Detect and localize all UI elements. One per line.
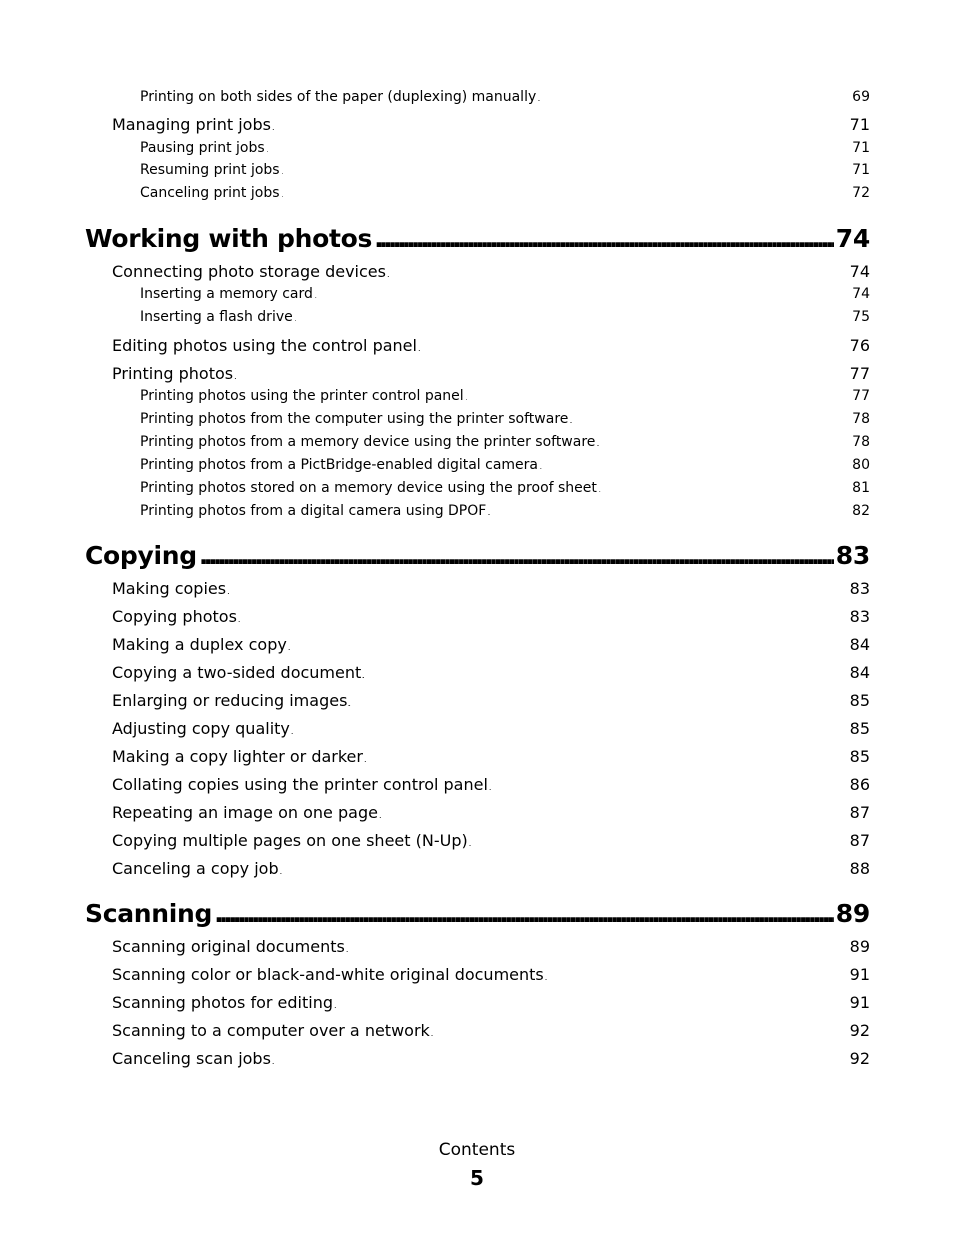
toc-entry-title: Inserting a flash drive [140, 309, 293, 325]
toc-entry-title: Printing photos from the computer using the printer software [140, 411, 569, 427]
toc-entry[interactable] [140, 503, 870, 519]
toc-entry-page-number: 77 [849, 364, 870, 383]
toc-entry-page-number: 89 [835, 899, 870, 928]
toc-chapter-entry[interactable] [85, 224, 870, 253]
toc-entry-page-number: 80 [852, 457, 870, 473]
toc-entry-title: Scanning original documents [112, 937, 345, 956]
toc-entry-page-number: 83 [849, 579, 870, 598]
toc-entry-title: Printing photos from a memory device using the printer software [140, 434, 596, 450]
toc-entry[interactable] [112, 336, 870, 355]
footer-page-number: 5 [470, 1166, 484, 1190]
dot-leader [280, 867, 849, 876]
dot-leader [469, 839, 849, 848]
toc-entry[interactable] [112, 635, 870, 654]
toc-entry-page-number: 72 [852, 185, 870, 201]
toc-entry[interactable] [112, 1021, 870, 1040]
toc-entry-page-number: 74 [835, 224, 870, 253]
toc-entry-page-number: 91 [849, 993, 870, 1012]
toc-entry[interactable] [112, 747, 870, 766]
dot-leader [489, 783, 849, 792]
toc-entry-page-number: 85 [849, 747, 870, 766]
toc-entry-title: Making a copy lighter or darker [112, 747, 363, 766]
dot-leader [374, 224, 834, 253]
toc-entry[interactable] [112, 663, 870, 682]
toc-entry-title: Printing photos from a PictBridge-enabled digital camera [140, 457, 539, 473]
dot-leader [214, 899, 834, 928]
toc-entry[interactable] [112, 607, 870, 626]
toc-entry-title: Scanning [85, 899, 213, 928]
toc-entry-page-number: 78 [852, 434, 870, 450]
toc-entry-page-number: 89 [849, 937, 870, 956]
dot-leader [466, 395, 851, 402]
toc-entry-page-number: 81 [852, 480, 870, 496]
toc-entry[interactable] [112, 115, 870, 134]
toc-entry-title: Scanning to a computer over a network [112, 1021, 430, 1040]
toc-entry-page-number: 84 [849, 663, 870, 682]
toc-entry[interactable] [112, 803, 870, 822]
toc-entry-title: Adjusting copy quality [112, 719, 290, 738]
dot-leader [315, 293, 850, 300]
toc-entry-title: Scanning photos for editing [112, 993, 333, 1012]
toc-entry[interactable] [140, 140, 870, 156]
toc-entry-title: Connecting photo storage devices [112, 262, 386, 281]
dot-leader [418, 344, 849, 353]
toc-entry-title: Printing photos [112, 364, 234, 383]
dot-leader [597, 441, 850, 448]
toc-entry-page-number: 87 [849, 803, 870, 822]
toc-entry-title: Managing print jobs [112, 115, 271, 134]
toc-entry-page-number: 88 [849, 859, 870, 878]
toc-entry-page-number: 76 [849, 336, 870, 355]
dot-leader [364, 755, 849, 764]
toc-entry-page-number: 82 [852, 503, 870, 519]
dot-leader [379, 811, 849, 820]
toc-entry[interactable] [112, 965, 870, 984]
toc-entry-title: Pausing print jobs [140, 140, 265, 156]
toc-entry-title: Copying [85, 541, 197, 570]
toc-entry[interactable] [112, 993, 870, 1012]
toc-entry-title: Copying photos [112, 607, 237, 626]
toc-entry-title: Printing photos stored on a memory device using the proof sheet [140, 480, 597, 496]
dot-leader [545, 973, 849, 982]
dot-leader [348, 699, 848, 708]
toc-entry[interactable] [112, 937, 870, 956]
dot-leader [272, 123, 849, 132]
toc-chapter-entry[interactable] [85, 899, 870, 928]
dot-leader [570, 418, 850, 425]
toc-chapter-entry[interactable] [85, 541, 870, 570]
toc-entry-title: Printing photos using the printer control panel [140, 388, 464, 404]
dot-leader [199, 541, 834, 570]
toc-entry-title: Printing on both sides of the paper (duplexing) manually [140, 89, 537, 105]
dot-leader [282, 192, 851, 199]
dot-leader [288, 643, 849, 652]
toc-entry[interactable] [112, 579, 870, 598]
toc-entry-page-number: 85 [849, 719, 870, 738]
dot-leader [267, 147, 851, 154]
toc-entry-page-number: 75 [852, 309, 870, 325]
dot-leader [540, 464, 850, 471]
dot-leader [362, 671, 848, 680]
toc-entry-page-number: 87 [849, 831, 870, 850]
toc-entry-title: Editing photos using the control panel [112, 336, 417, 355]
toc-entry-page-number: 74 [852, 286, 870, 302]
toc-entry-page-number: 85 [849, 691, 870, 710]
toc-entry-title: Copying a two-sided document [112, 663, 362, 682]
toc-entry[interactable] [112, 1049, 870, 1068]
toc-entry-page-number: 91 [849, 965, 870, 984]
toc-entry-page-number: 83 [835, 541, 870, 570]
dot-leader [272, 1057, 849, 1066]
toc-entry-title: Canceling scan jobs [112, 1049, 271, 1068]
toc-entry[interactable] [112, 719, 870, 738]
toc-entry-page-number: 71 [849, 115, 870, 134]
toc-entry-page-number: 78 [852, 411, 870, 427]
toc-entry-title: Repeating an image on one page [112, 803, 378, 822]
toc-entry-title: Resuming print jobs [140, 162, 280, 178]
toc-entry-title: Canceling print jobs [140, 185, 280, 201]
toc-entry[interactable] [112, 859, 870, 878]
toc-entry-title: Enlarging or reducing images [112, 691, 348, 710]
toc-entry-title: Inserting a memory card [140, 286, 313, 302]
dot-leader [599, 487, 850, 494]
toc-entry-page-number: 74 [849, 262, 870, 281]
dot-leader [227, 587, 849, 596]
toc-entry[interactable] [112, 775, 870, 794]
toc-entry[interactable] [140, 89, 870, 105]
dot-leader [291, 727, 849, 736]
toc-entry-title: Canceling a copy job [112, 859, 279, 878]
toc-entry[interactable] [140, 309, 870, 325]
toc-entry-title: Making copies [112, 579, 227, 598]
toc-entry-page-number: 71 [852, 162, 870, 178]
toc-entry-title: Making a duplex copy [112, 635, 287, 654]
toc-entry[interactable] [112, 364, 870, 383]
dot-leader [538, 96, 850, 103]
toc-entry[interactable] [140, 411, 870, 427]
toc-entry-title: Collating copies using the printer control panel [112, 775, 488, 794]
toc-entry[interactable] [140, 162, 870, 178]
dot-leader [334, 1001, 849, 1010]
dot-leader [238, 615, 849, 624]
toc-entry[interactable] [140, 388, 870, 404]
toc-entry-page-number: 77 [852, 388, 870, 404]
toc-entry[interactable] [140, 185, 870, 201]
toc-entry-page-number: 84 [849, 635, 870, 654]
footer-section-label: Contents [438, 1140, 516, 1160]
toc-entry[interactable] [112, 691, 870, 710]
toc-entry[interactable] [112, 831, 870, 850]
toc-entry-title: Working with photos [85, 224, 373, 253]
toc-entry[interactable] [112, 262, 870, 281]
toc-entry[interactable] [140, 480, 870, 496]
dot-leader [282, 169, 851, 176]
toc-entry-title: Printing photos from a digital camera using DPOF [140, 503, 487, 519]
toc-entry-title: Copying multiple pages on one sheet (N-Up) [112, 831, 468, 850]
toc-entry-page-number: 92 [849, 1021, 870, 1040]
toc-entry-title: Scanning color or black-and-white original documents [112, 965, 544, 984]
dot-leader [346, 945, 849, 954]
toc-entry[interactable] [140, 457, 870, 473]
dot-leader [488, 510, 850, 517]
dot-leader [387, 270, 849, 279]
dot-leader [234, 372, 849, 381]
toc-entry[interactable] [140, 286, 870, 302]
toc-entry-page-number: 92 [849, 1049, 870, 1068]
toc-entry-page-number: 69 [852, 89, 870, 105]
toc-entry-page-number: 71 [852, 140, 870, 156]
toc-entry-page-number: 86 [849, 775, 870, 794]
toc-entry[interactable] [140, 434, 870, 450]
dot-leader [431, 1029, 849, 1038]
dot-leader [295, 316, 850, 323]
toc-entry-page-number: 83 [849, 607, 870, 626]
